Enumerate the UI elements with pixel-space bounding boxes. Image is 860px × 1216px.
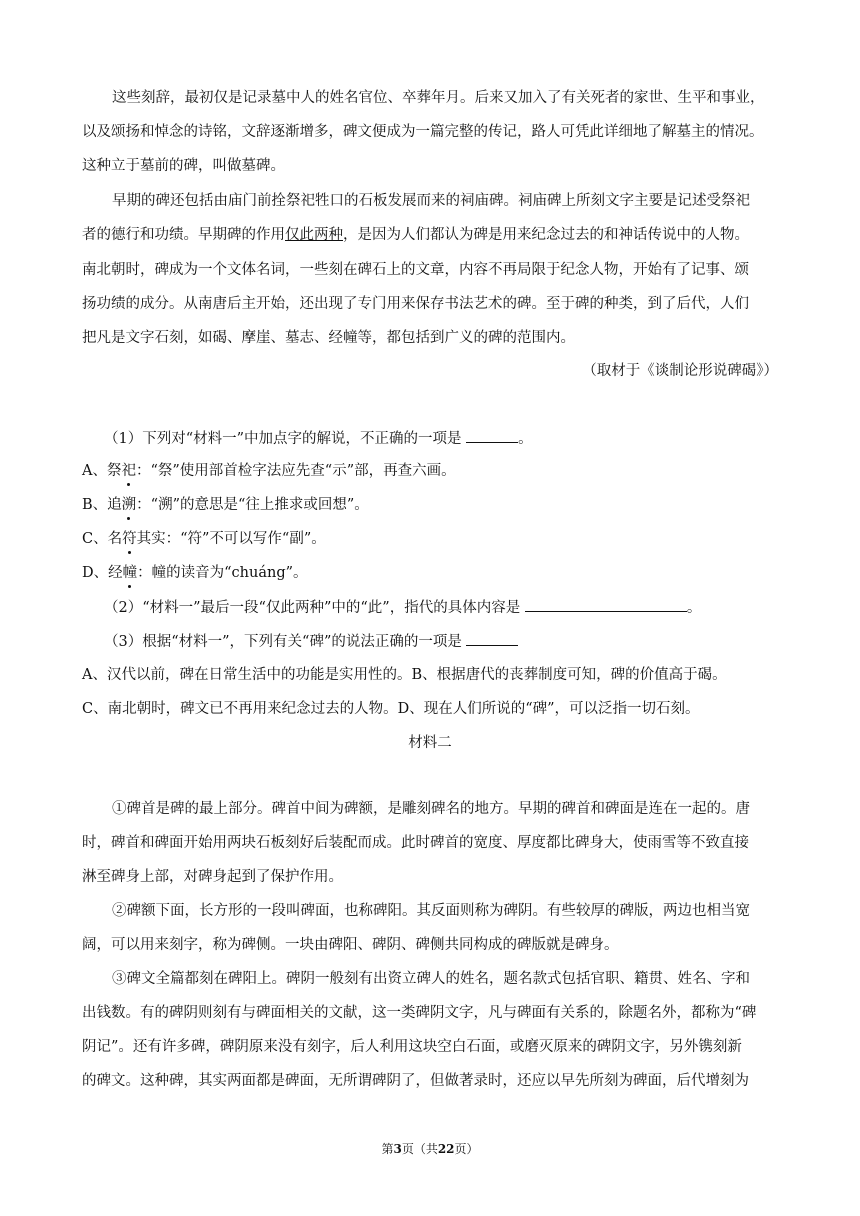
body-text-line: 这种立于墓前的碑，叫做墓碑。 [82, 158, 285, 174]
option-label: D、经 [82, 565, 123, 581]
question-text: （1）下列对“材料一”中加点字的解说，不正确的一项是 [104, 431, 462, 447]
option-label: C、名 [82, 531, 123, 547]
page-number: 3 [393, 1142, 402, 1156]
option-text: ：“祭”使用部首检字法应先查“示”部，再查六画。 [135, 463, 456, 479]
body-text-line: 淋至碑身上部，对碑身起到了保护作用。 [82, 869, 343, 885]
dotted-character: 幢 [122, 565, 138, 581]
option-text: ：幢的读音为“chuáng”。 [137, 565, 308, 581]
option-a [82, 461, 456, 481]
total-pages: 22 [437, 1142, 455, 1156]
underlined-phrase: 仅此两种 [285, 227, 343, 243]
dotted-character: 溯 [121, 497, 137, 513]
body-text-line [82, 225, 749, 245]
question-3-stem [104, 631, 518, 652]
answer-blank [525, 597, 687, 612]
body-text-line: ①碑首是碑的最上部分。碑首中间为碑额，是雕刻碑名的地方。早期的碑首和碑面是连在一起的。唐 [112, 801, 750, 817]
page-footer [0, 1139, 860, 1159]
options-ab: A、汉代以前，碑在日常生活中的功能是实用性的。B、根据唐代的丧葬制度可知，碑的价值高于碣。 [82, 667, 727, 683]
option-text: ：“溯”的意思是“往上推求或回想”。 [136, 497, 369, 513]
text-segment: ，是因为人们都认为碑是用来纪念过去的和神话传说中的人物。 [343, 227, 749, 243]
body-text-line: 南北朝时，碑成为一个文体名词，一些刻在碑石上的文章，内容不再局限于纪念人物，开始有了记事、颂 [82, 262, 749, 278]
footer-text: 页） [454, 1142, 479, 1156]
option-label: B、追 [82, 497, 122, 513]
body-text-line: 扬功绩的成分。从南唐后主开始，还出现了专门用来保存书法艺术的碑。至于碑的种类，到了后代，人们 [82, 296, 749, 312]
body-text-line: 把凡是文字石刻，如碣、摩崖、墓志、经幢等，都包括到广义的碑的范围内。 [82, 330, 575, 346]
body-text-line: ②碑额下面，长方形的一段叫碑面，也称碑阳。其反面则称为碑阴。有些较厚的碑版，两边也相当宽 [112, 903, 750, 919]
answer-blank [466, 631, 518, 646]
footer-text: 第 [381, 1142, 394, 1156]
answer-blank [466, 428, 518, 443]
body-text-line: 的碑文。这种碑，其实两面都是碑面，无所谓碑阴了，但做著录时，还应以早先所刻为碑面，后代增刻为 [82, 1073, 749, 1089]
question-text: （3）根据“材料一”，下列有关“碑”的说法正确的一项是 [104, 634, 462, 650]
body-text-line: 这些刻辞，最初仅是记录墓中人的姓名官位、卒葬年月。后来又加入了有关死者的家世、生平和事业， [112, 90, 765, 106]
body-text-line: 阴记”。还有许多碑，碑阴原来没有刻字，后人利用这块空白石面，或磨灭原来的碑阴文字，另外镌刻新 [82, 1039, 742, 1055]
section-title: 材料二 [408, 735, 452, 751]
dotted-character: 符 [122, 531, 137, 547]
option-c [82, 529, 326, 549]
option-d [82, 563, 308, 583]
question-2-stem [104, 597, 701, 618]
body-text-line: 出钱数。有的碑阴则刻有与碑面相关的文献，这一类碑阴文字，凡与碑面有关系的，除题名外，都称为“碑 [82, 1005, 757, 1021]
option-label: A、祭 [82, 463, 122, 479]
body-text-line: 早期的碑还包括由庙门前拴祭祀牲口的石板发展而来的祠庙碑。祠庙碑上所刻文字主要是记述受祭祀 [112, 193, 750, 209]
question-text: （2）“材料一”最后一段“仅此两种”中的“此”，指代的具体内容是 [104, 600, 521, 616]
text-segment: 者的德行和功绩。早期碑的作用 [82, 227, 285, 243]
footer-text: 页（共 [401, 1142, 438, 1156]
body-text-line: 时，碑首和碑面开始用两块石板刻好后装配而成。此时碑首的宽度、厚度都比碑身大，使雨雪等不致直接 [82, 835, 749, 851]
dotted-character: 祀 [121, 463, 136, 479]
punctuation: 。 [518, 431, 533, 447]
body-text-line: 以及颂扬和悼念的诗铭，文辞逐渐增多，碑文便成为一篇完整的传记，路人可凭此详细地了解墓主的情况。 [82, 124, 764, 140]
options-cd: C、南北朝时，碑文已不再用来纪念过去的人物。D、现在人们所说的“碑”，可以泛指一切石刻。 [82, 701, 700, 717]
source-citation: （取材于《谈制论形说碑碣》） [582, 363, 778, 379]
punctuation: 。 [686, 600, 702, 616]
option-text: 其实：“符”不可以写作“副”。 [136, 531, 326, 547]
question-1-stem [104, 428, 533, 449]
option-b [82, 495, 369, 515]
body-text-line: ③碑文全篇都刻在碑阳上。碑阴一般刻有出资立碑人的姓名，题名款式包括官职、籍贯、姓名、字和 [112, 971, 750, 987]
body-text-line: 阔，可以用来刻字，称为碑侧。一块由碑阳、碑阴、碑侧共同构成的碑版就是碑身。 [82, 937, 619, 953]
